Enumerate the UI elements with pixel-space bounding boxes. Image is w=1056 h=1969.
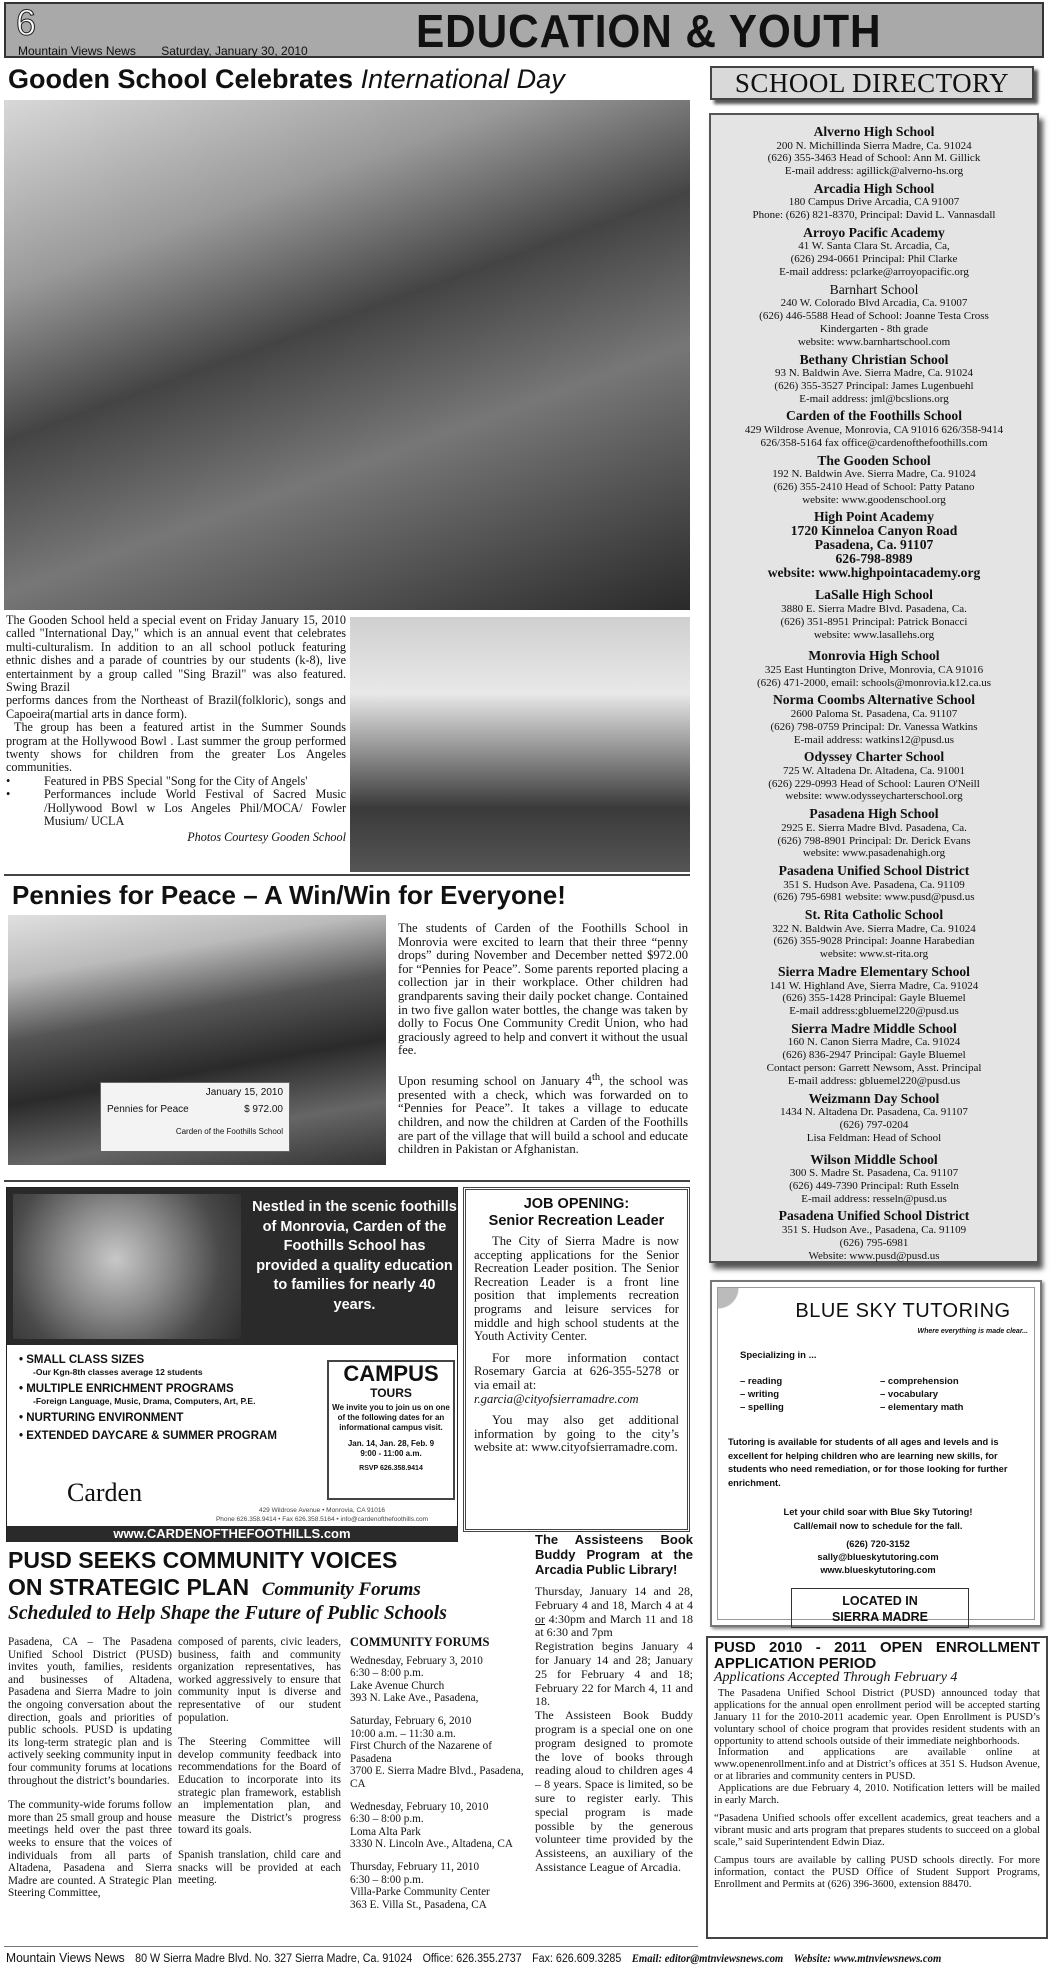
bluesky-contact	[728, 1538, 1028, 1577]
school-detail: 240 W. Colorado Blvd Arcadia, Ca. 91007	[780, 297, 968, 310]
bluesky-title: BLUE SKY TUTORING	[795, 1300, 1011, 1322]
school-detail: 351 S. Hudson Ave. Pasadena, Ca. 91109	[783, 878, 965, 891]
school-detail: E-mail address: resseln@pusd.us	[801, 1192, 947, 1205]
school-name: High Point Academy	[813, 509, 935, 525]
school-detail: 93 N. Baldwin Ave. Sierra Madre, Ca. 91024	[774, 367, 974, 380]
directory-entry	[717, 182, 1031, 222]
job-email-link[interactable]: r.garcia@cityofsierramadre.com	[474, 1391, 639, 1406]
school-detail: E-mail address: agillick@alverno-hs.org	[784, 165, 964, 178]
directory-entry	[717, 226, 1031, 279]
footer-paper-name: Mountain Views News	[6, 1950, 125, 1965]
carden-ad-banner	[7, 1188, 457, 1345]
carden-advertisement	[6, 1187, 458, 1542]
subject-item: – vocabulary	[880, 1389, 939, 1400]
school-detail: 725 W. Altadena Dr. Altadena, Ca. 91001	[782, 764, 966, 777]
directory-entry	[717, 510, 1031, 580]
school-detail: E-mail address: gbluemel220@pusd.us	[787, 1074, 961, 1087]
pusd-headline: PUSD SEEKS COMMUNITY VOICES ON STRATEGIC PLAN Community Forums Scheduled to Help Shape the Future of Public Schools	[8, 1547, 528, 1625]
bluesky-email-link[interactable]: sally@blueskytutoring.com	[817, 1552, 939, 1562]
bluesky-cta: Let your child soar with Blue Sky Tutoring! Call/email now to schedule for the fall.	[783, 1507, 973, 1531]
job-opening-box	[463, 1187, 690, 1532]
assisteens-registration: Registration begins January 4 for January 14 and 28; January 25 for February 4 and 18; February 22 for March 4, 11 and 18.	[535, 1639, 693, 1709]
school-detail: 2925 E. Sierra Madre Blvd. Pasadena, Ca.	[781, 821, 967, 834]
photo-credit: Photos Courtesy Gooden School	[187, 829, 346, 844]
carden-feature: • SMALL CLASS SIZES -Our Kgn-8th classes average 12 students	[19, 1354, 203, 1377]
school-detail: website: www.goodenschool.org	[802, 493, 946, 506]
school-directory-list	[717, 125, 1031, 1262]
campus-subtitle: TOURS	[370, 1386, 412, 1400]
gooden-para-1: The Gooden School held a special event on Friday January 15, 2010 called "International Day," which is an annual event that celebrates multi-culturalism. In addition to an all school potluck featuring ethnic dishes and a parade of countries by our students (k-8), live entertainment by a group called "Sing Brazil" was also featured. Swing Brazil	[6, 613, 346, 695]
school-detail: (626) 355-1428 Principal: Gayle Bluemel	[782, 992, 966, 1005]
pusd-column-2: composed of parents, civic leaders, business, faith and community organization representatives, has worked aggressively to ensure that community input is diverse and representative of our student population. The Steering Committee will develop community feedback into recommendations for the Board of Education to incorporate into its strategic plan framework, establish an implementation plan, and measure the District’s progress toward its goals. Spanish translation, child care and snacks will be provided at each meeting.	[178, 1636, 341, 1887]
pusd-subhead: Scheduled to Help Shape the Future of Public Schools	[8, 1603, 447, 1624]
school-detail: 351 S. Hudson Ave., Pasadena, Ca. 91109	[781, 1223, 967, 1236]
school-name: Barnhart School	[829, 281, 919, 297]
gooden-bullet: • Featured in PBS Special "Song for the City of Angels'	[6, 773, 308, 788]
bluesky-website-link[interactable]: www.blueskytutoring.com	[820, 1565, 936, 1575]
school-name: Wilson Middle School	[810, 1151, 938, 1167]
school-name: Bethany Christian School	[799, 351, 949, 367]
school-name: Sierra Madre Elementary School	[778, 964, 970, 980]
carden-logo: Carden	[67, 1478, 143, 1507]
school-detail: E-mail address: jml@bcslions.org	[799, 392, 949, 405]
school-name: Arcadia High School	[813, 180, 935, 196]
school-detail: (626) 294-0661 Principal: Phil Clarke	[790, 253, 958, 266]
school-name: Alverno High School	[813, 124, 935, 139]
school-detail: Website: www.pusd@pusd.us	[808, 1249, 940, 1262]
job-body	[474, 1235, 679, 1455]
school-detail: Kindergarten - 8th grade	[819, 322, 929, 335]
school-detail: Lisa Feldman: Head of School	[806, 1131, 942, 1144]
school-directory	[709, 113, 1039, 1263]
enrollment-subhead: Applications Accepted Through February 4	[714, 1670, 958, 1685]
check-image	[100, 1082, 290, 1152]
school-name: Weizmann Day School	[808, 1090, 940, 1106]
carden-url[interactable]: www.CARDENOFTHEFOOTHILLS.com	[7, 1526, 457, 1542]
headline-italic: International Day	[360, 64, 565, 94]
forum-item: Saturday, February 6, 2010 10:00 a.m. – 11:30 a.m. First Church of the Nazarene of Pasadena 3700 E. Sierra Madre Blvd., Pasadena, CA	[350, 1714, 524, 1790]
school-detail: 3880 E. Sierra Madre Blvd. Pasadena, Ca.	[781, 602, 967, 615]
bluesky-tagline: Where everything is made clear...	[917, 1328, 1028, 1335]
school-detail: (626) 797-0204	[839, 1118, 909, 1131]
directory-entry	[717, 409, 1031, 449]
directory-entry	[717, 1092, 1031, 1145]
assisteens-dates: Thursday, January 14 and 28, February 4 and 18, March 4 at 4 or 4:30pm and March 11 and 18 at 6:30 and 7pm	[535, 1584, 693, 1640]
campus-invite-text: We invite you to join us on one of the following dates for an informational campus visit.	[332, 1403, 450, 1432]
school-name: The Gooden School	[817, 452, 931, 468]
school-detail: 141 W. Highland Ave, Sierra Madre, Ca. 91024	[769, 979, 979, 992]
school-detail: (626) 795-6981 website: www.pusd@pusd.us	[773, 891, 975, 904]
school-detail: 1434 N. Altadena Dr. Pasadena, Ca. 91107	[780, 1106, 968, 1119]
school-detail: website: www.odysseycharterschool.org	[785, 790, 963, 803]
bullet-icon: •	[6, 787, 11, 802]
bluesky-location-box: LOCATED IN SIERRA MADRE	[791, 1588, 969, 1628]
footer-website-link[interactable]: Website: www.mtnviewsnews.com	[793, 1953, 942, 1965]
gooden-bullet: • Performances include World Festival of Sacred Music /Hollywood Bowl w Los Angeles Phil/MOCA/ Fowler Musium/ UCLA	[6, 787, 346, 829]
gooden-para-2: performs dances from the Northeast of Brazil(folkloric), songs and Capoeira(martial arts in dance form).	[6, 693, 346, 721]
bluesky-tutoring-ad	[710, 1280, 1042, 1627]
directory-entry	[717, 965, 1031, 1018]
job-para-1: The City of Sierra Madre is now accepting applications for the Senior Recreation Leader position. The Senior Recreation Leader is a front line position that implements recreation programs and leisure services for middle and high school students at the Youth Activity Center.	[474, 1234, 679, 1344]
forums-title: COMMUNITY FORUMS	[350, 1635, 490, 1649]
issue-date: Saturday, January 30, 2010	[161, 44, 308, 58]
school-detail: 192 N. Baldwin Ave. Sierra Madre, Ca. 91024	[772, 468, 976, 481]
school-detail: 429 Wildrose Avenue, Monrovia, CA 91016 626/358-9414	[744, 423, 1004, 436]
forum-item: Wednesday, February 3, 2010 6:30 – 8:00 p.m. Lake Avenue Church 393 N. Lake Ave., Pasadena,	[350, 1654, 483, 1705]
gooden-para-3: The group has been a featured artist in the Summer Sounds program at the Hollywood Bowl . Last summer the group performed twenty shows for children from the greater Los Angeles communities.	[6, 720, 346, 775]
bluesky-phone: (626) 720-3152	[846, 1539, 910, 1549]
subject-item: – writing	[740, 1389, 780, 1400]
pennies-para-2: Upon resuming school on January 4th, the school was presented with a check, which was forwarded on to “Pennies for Peace”. It takes a village to educate children, and now the children at Carden of the Foothills are part of the village that will build a school and educate children in Pakistan or Afghanistan.	[398, 1071, 688, 1157]
footer-address: 80 W Sierra Madre Blvd. No. 327 Sierra Madre, Ca. 91024	[135, 1953, 413, 1965]
school-detail: 200 N. Michillinda Sierra Madre, Ca. 91024	[776, 139, 972, 152]
directory-entry	[717, 693, 1031, 746]
school-detail: (626) 449-7390 Principal: Ruth Esseln	[789, 1179, 959, 1192]
school-directory-title: SCHOOL DIRECTORY	[710, 66, 1034, 100]
footer-divider	[4, 1946, 698, 1947]
school-detail: Pasadena, Ca. 91107	[814, 537, 934, 553]
campus-title: CAMPUS	[343, 1361, 439, 1386]
section-title: EDUCATION & YOUTH	[416, 5, 882, 57]
footer-email-link[interactable]: Email: editor@mtnviewsnews.com	[631, 1953, 784, 1965]
carden-tagline: Nestled in the scenic foothills of Monrovia, Carden of the Foothills School has provided a quality education to families for nearly 40 years.	[252, 1199, 457, 1313]
carden-feature: • MULTIPLE ENRICHMENT PROGRAMS -Foreign Language, Music, Drama, Computers, Art, P.E.	[19, 1383, 256, 1406]
directory-entry	[717, 125, 1031, 178]
subject-item: – reading	[740, 1376, 783, 1387]
paper-dateline	[18, 44, 330, 58]
gooden-flags-photo	[4, 100, 690, 610]
page-footer	[6, 1950, 979, 1965]
gooden-stage-photo	[350, 617, 690, 872]
carden-feature-list	[19, 1354, 319, 1448]
school-detail: (626) 355-3527 Principal: James Lugenbuehl	[774, 379, 974, 392]
school-detail: (626) 355-9028 Principal: Joanne Harabedian	[773, 935, 975, 948]
subject-item: – elementary math	[880, 1402, 964, 1413]
directory-entry	[717, 1153, 1031, 1206]
school-detail: (626) 355-2410 Head of School: Patty Patano	[773, 480, 975, 493]
school-detail: website: www.barnhartschool.com	[797, 335, 951, 348]
headline-main: Gooden School Celebrates	[8, 64, 361, 94]
pennies-article-body	[398, 922, 688, 1157]
pennies-headline: Pennies for Peace – A Win/Win for Everyone!	[12, 880, 566, 910]
school-detail: 300 S. Madre St. Pasadena, Ca. 91107	[789, 1167, 959, 1180]
job-para-3: You may also get additional information by going to the city’s website at: www.cityofsierramadre.com.	[474, 1413, 679, 1455]
directory-entry	[717, 454, 1031, 507]
gooden-headline	[8, 64, 565, 95]
subject-item: – comprehension	[880, 1376, 959, 1387]
school-name: Odyssey Charter School	[803, 749, 945, 765]
school-detail: 626/358-5164 fax office@cardenofthefoothills.com	[760, 436, 988, 449]
bullet-icon: •	[6, 773, 11, 788]
community-forums-list	[350, 1636, 525, 1921]
school-detail: website: www.highpointacademy.org	[767, 565, 981, 581]
school-name: Monrovia High School	[808, 648, 940, 664]
directory-entry	[717, 908, 1031, 961]
school-name: Pasadena High School	[809, 806, 939, 822]
check-date: January 15, 2010	[205, 1087, 283, 1098]
gooden-article-body	[6, 614, 346, 844]
school-detail: 2600 Paloma St. Pasadena, Ca. 91107	[790, 707, 958, 720]
school-name: Pasadena Unified School District	[778, 863, 970, 879]
assisteens-description: The Assisteen Book Buddy program is a special one on one program designed to promote the love of books through reading aloud to children ages 4 – 8 years. Space is limited, so be sure to register early. This special program is made possible by the generous volunteer time provided by the Assisteens, an auxiliary of the Assistance League of Arcadia.	[535, 1708, 693, 1874]
school-detail: Phone: (626) 821-8370, Principal: David L. Vannasdall	[752, 209, 996, 222]
sun-icon	[718, 1288, 778, 1348]
school-detail: 1720 Kinneloa Canyon Road	[790, 523, 958, 539]
forum-item: Thursday, February 11, 2010 6:30 – 8:00 p.m. Villa-Parke Community Center 363 E. Villa St., Pasadena, CA	[350, 1860, 490, 1911]
directory-entry	[717, 750, 1031, 803]
check-amount: $ 972.00	[244, 1104, 283, 1115]
enrollment-headline: PUSD 2010 - 2011 OPEN ENROLLMENT APPLICATION PERIOD	[714, 1639, 1040, 1672]
directory-entry	[717, 588, 1031, 641]
directory-entry	[717, 1022, 1031, 1088]
assisteens-article	[535, 1532, 693, 1875]
footer-fax: Fax: 626.609.3285	[532, 1953, 622, 1965]
forum-item: Wednesday, February 10, 2010 6:30 – 8:00 p.m. Loma Alta Park 3330 N. Lincoln Ave., Altadena, CA	[350, 1800, 513, 1851]
directory-entry	[717, 1209, 1031, 1262]
assisteens-title: The Assisteens Book Buddy Program at the Arcadia Public Library!	[535, 1532, 693, 1577]
school-detail: 160 N. Canon Sierra Madre, Ca. 91024	[787, 1036, 961, 1049]
carden-girl-photo	[13, 1194, 241, 1339]
school-detail: (626) 836-2947 Principal: Gayle Bluemel	[782, 1049, 966, 1062]
bluesky-description: Tutoring is available for students of all ages and levels and is excellent for helping children who are learning new skills, for students who need remediation, or for those looking for further enrichment.	[728, 1437, 1008, 1488]
school-detail: E-mail address:gbluemel220@pusd.us	[789, 1005, 959, 1018]
school-detail: (626) 355-3463 Head of School: Ann M. Gillick	[767, 152, 981, 165]
paper-name: Mountain Views News	[18, 44, 136, 58]
section-divider	[4, 1180, 690, 1182]
school-detail: (626) 351-8951 Principal: Patrick Bonacci	[780, 615, 968, 628]
school-detail: 41 W. Santa Clara St. Arcadia, Ca,	[798, 240, 950, 253]
school-name: St. Rita Catholic School	[804, 907, 944, 923]
masthead	[4, 2, 1044, 58]
bluesky-subjects	[740, 1376, 1020, 1413]
school-detail: E-mail address: watkins12@pusd.us	[793, 733, 955, 746]
school-name: Norma Coombs Alternative School	[772, 692, 975, 708]
school-detail: (626) 446-5588 Head of School: Joanne Testa Cross	[759, 310, 989, 323]
school-detail: (626) 798-0759 Principal: Dr. Vanessa Watkins	[770, 720, 978, 733]
campus-tours-box	[327, 1360, 455, 1500]
section-divider	[4, 874, 690, 876]
school-detail: (626) 795-6981	[839, 1236, 909, 1249]
school-detail: 626-798-8989	[835, 551, 913, 567]
school-name: Arroyo Pacific Academy	[803, 224, 945, 240]
check-signature: Carden of the Foothills School	[175, 1127, 283, 1136]
open-enrollment-article: PUSD 2010 - 2011 OPEN ENROLLMENT APPLICATION PERIOD Applications Accepted Through February 4 The Pasadena Unified School District (PUSD) announced today that applications for the annual open enrollment period will be accepted starting January 11 for the 2010-2011 academic year. Open Enrollment is PUSD’s voluntary school of choice program that provides resident students with an opportunity to attend schools outside of their immediate neighborhoods. Information and applications are available online at www.openenrollment.info and at District’s offices at 351 S. Hudson Avenue, or at libraries and community centers in PUSD. Applications are due February 4, 2010. Notification letters will be mailed in early March. “Pasadena Unified schools offer excellent academics, great teachers and a vibrant music and arts program that prepares students to succeed on a global scale,” said Superintendent Edwin Diaz. Campus tours are available by calling PUSD schools directly. For more information, contact the PUSD Office of Student Support Programs, Enrollment and Permits at (626) 396-3600, extension 88470.	[706, 1636, 1048, 1939]
subject-item: – spelling	[740, 1402, 784, 1413]
school-detail: E-mail address: pclarke@arroyopacific.org	[779, 266, 969, 279]
school-detail: 322 N. Baldwin Ave. Sierra Madre, Ca. 91024	[772, 922, 976, 935]
school-detail: (626) 798-8901 Principal: Dr. Derick Evans	[777, 834, 971, 847]
school-detail: website: www.pasadenahigh.org	[802, 847, 946, 860]
directory-entry	[717, 353, 1031, 406]
directory-entry	[717, 649, 1031, 689]
page-number: 6	[16, 2, 37, 43]
school-name: Pasadena Unified School District	[778, 1208, 970, 1224]
bluesky-specializing: Specializing in ...	[740, 1350, 817, 1361]
carden-feature: • NURTURING ENVIRONMENT	[19, 1412, 184, 1424]
school-detail: website: www.lasallehs.org	[813, 628, 935, 641]
check-payee: Pennies for Peace	[107, 1104, 189, 1115]
job-title: JOB OPENING: Senior Recreation Leader	[488, 1196, 665, 1229]
campus-dates: Jan. 14, Jan. 28, Feb. 9 9:00 - 11:00 a.m.	[347, 1439, 435, 1458]
school-detail: 325 East Huntington Drive, Monrovia, CA 91016	[764, 663, 984, 676]
carden-address: 429 Wildrose Avenue • Monrovia, CA 91016 Phone 626.358.9414 • Fax 626.358.5164 • info@cardenofthefoothills.com	[215, 1507, 429, 1523]
school-name: Carden of the Foothills School	[786, 408, 962, 424]
school-name: LaSalle High School	[815, 587, 933, 603]
school-detail: 180 Campus Drive Arcadia, CA 91007	[788, 196, 960, 209]
school-name: Sierra Madre Middle School	[791, 1020, 957, 1036]
school-detail: (626) 471-2000, email: schools@monrovia.k12.ca.us	[756, 676, 992, 689]
school-detail: website: www.st-rita.org	[819, 948, 929, 961]
school-detail: (626) 229-0993 Head of School: Lauren O'Neill	[768, 777, 980, 790]
carden-feature: • EXTENDED DAYCARE & SUMMER PROGRAM	[19, 1430, 277, 1442]
footer-office-phone: Office: 626.355.2737	[422, 1953, 522, 1965]
directory-entry	[717, 807, 1031, 860]
pusd-column-1: Pasadena, CA – The Pasadena Unified School District (PUSD) invites youth, families, residents and businesses of Altadena, Pasadena and Sierra Madre to join the ongoing conversation about the direction, goals and priorities of public schools. PUSD is updating its long-term strategic plan and is actively seeking community input in four community forums at locations throughout the district’s boundaries. The community-wide forums follow more than 25 small group and house meetings held over the past three weeks to ensure that the voices of individuals from all parts of Altadena, Pasadena and Sierra Madre are counted. A Strategic Plan Steering Committee,	[8, 1636, 172, 1900]
directory-entry	[717, 283, 1031, 349]
pennies-para-1: The students of Carden of the Foothills School in Monrovia were excited to learn that their three “penny drops” during November and December netted $972.00 for “Pennies for Peace”. Some parents reported placing a collection jar in their workplace. Other children had grandparents saving their daily pocket change. Contained in two five gallon water bottles, the change was taken by dolly to Focus One Community Credit Union, who had graciously agreed to help and convert it without the usual fee.	[398, 921, 688, 1058]
job-para-2: For more information contact Rosemary Garcia at 626-355-5278 or via email at:	[474, 1350, 679, 1392]
school-detail: Contact person: Garrett Newsom, Asst. Principal	[766, 1062, 982, 1075]
directory-entry	[717, 864, 1031, 904]
campus-rsvp: RSVP 626.358.9414	[359, 1465, 423, 1472]
